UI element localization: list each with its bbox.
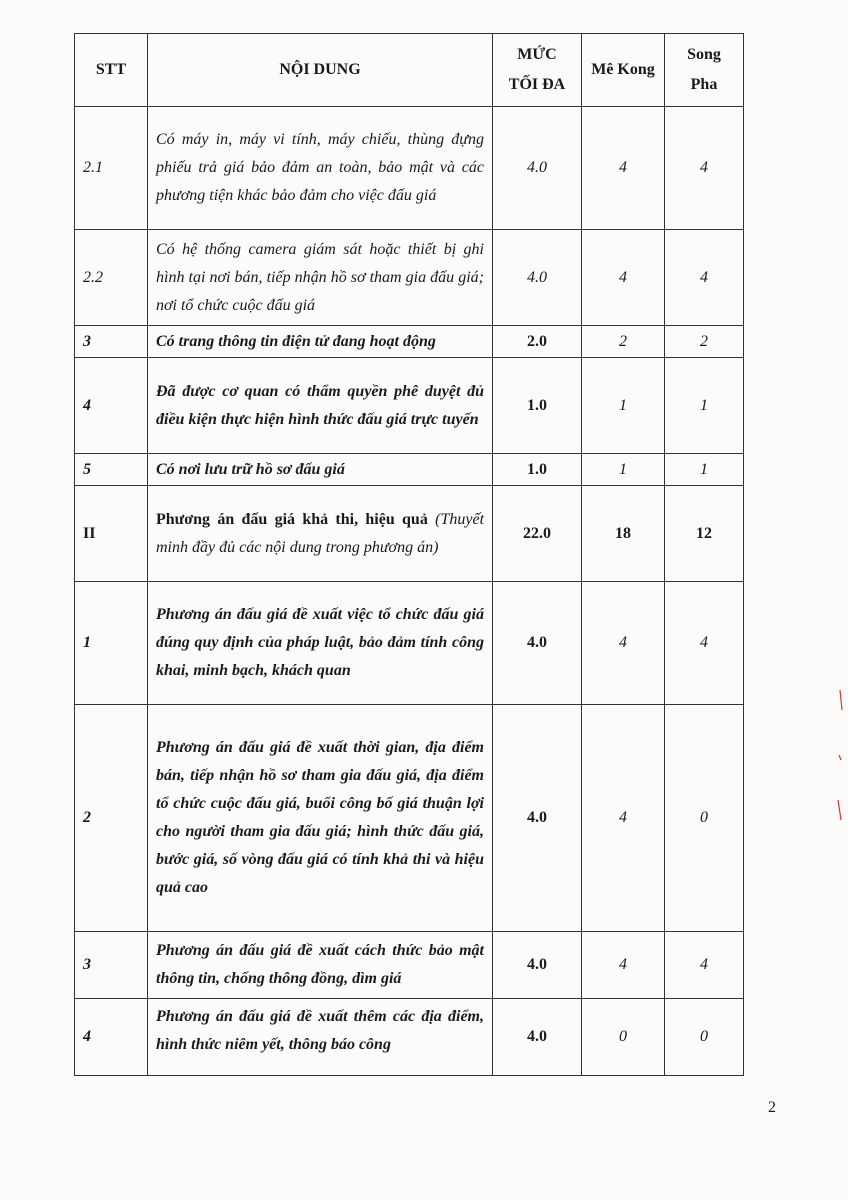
table-row bbox=[75, 932, 744, 999]
row-mekong-score: 4 bbox=[582, 705, 665, 932]
table-row bbox=[75, 582, 744, 705]
row-songpha-score: 12 bbox=[665, 486, 744, 582]
table-row bbox=[75, 230, 744, 326]
row-content: Phương án đấu giá đề xuất thêm các địa điểm, hình thức niêm yết, thông báo công bbox=[148, 999, 493, 1076]
table-row-section bbox=[75, 486, 744, 582]
row-content: Phương án đấu giá đề xuất việc tổ chức đấu giá đúng quy định của pháp luật, bảo đảm tính công khai, minh bạch, khách quan bbox=[148, 582, 493, 705]
header-song-pha: Song Pha bbox=[665, 34, 744, 107]
row-mekong-score: 4 bbox=[582, 932, 665, 999]
scoring-table bbox=[74, 33, 744, 1076]
table-row bbox=[75, 705, 744, 932]
row-stt: 4 bbox=[75, 358, 148, 454]
row-mekong-score: 4 bbox=[582, 230, 665, 326]
row-max-score: 1.0 bbox=[493, 454, 582, 486]
row-max-score: 4.0 bbox=[493, 999, 582, 1076]
stamp-edge-mark bbox=[834, 680, 844, 840]
row-max-score: 4.0 bbox=[493, 107, 582, 230]
header-noi-dung: NỘI DUNG bbox=[148, 34, 493, 107]
section-note: (Thuyết minh đầy đủ các nội dung trong phương án) bbox=[156, 510, 485, 556]
table-row bbox=[75, 999, 744, 1076]
row-stt: 3 bbox=[75, 932, 148, 999]
row-mekong-score: 4 bbox=[582, 582, 665, 705]
table-row bbox=[75, 107, 744, 230]
row-stt: 2.1 bbox=[75, 107, 148, 230]
row-mekong-score: 4 bbox=[582, 107, 665, 230]
row-stt: 3 bbox=[75, 326, 148, 358]
row-songpha-score: 4 bbox=[665, 582, 744, 705]
row-songpha-score: 0 bbox=[665, 705, 744, 932]
header-me-kong: Mê Kong bbox=[582, 34, 665, 107]
row-songpha-score: 1 bbox=[665, 454, 744, 486]
row-content: Phương án đấu giá đề xuất thời gian, địa điểm bán, tiếp nhận hồ sơ tham gia đấu giá, địa điểm tổ chức cuộc đấu giá, buổi công bố giá thuận lợi cho người tham gia đấu giá; hình thức đấu giá, bước giá, số vòng đấu giá có tính khả thi và hiệu quả cao bbox=[148, 705, 493, 932]
row-stt: 5 bbox=[75, 454, 148, 486]
section-title: Phương án đấu giá khả thi, hiệu quả bbox=[156, 510, 428, 528]
row-content: Đã được cơ quan có thẩm quyền phê duyệt đủ điều kiện thực hiện hình thức đấu giá trực tuyến bbox=[148, 358, 493, 454]
row-mekong-score: 1 bbox=[582, 358, 665, 454]
row-content: Phương án đấu giá đề xuất cách thức bảo mật thông tin, chống thông đồng, dìm giá bbox=[148, 932, 493, 999]
page-number: 2 bbox=[768, 1099, 776, 1116]
row-max-score: 4.0 bbox=[493, 582, 582, 705]
row-songpha-score: 2 bbox=[665, 326, 744, 358]
row-max-score: 22.0 bbox=[493, 486, 582, 582]
table-header-row bbox=[75, 34, 744, 107]
row-max-score: 2.0 bbox=[493, 326, 582, 358]
row-mekong-score: 2 bbox=[582, 326, 665, 358]
header-muc-toi-da: MỨC TỐI ĐA bbox=[493, 34, 582, 107]
row-stt: 2.2 bbox=[75, 230, 148, 326]
row-songpha-score: 4 bbox=[665, 107, 744, 230]
row-stt: 4 bbox=[75, 999, 148, 1076]
row-mekong-score: 0 bbox=[582, 999, 665, 1076]
header-stt: STT bbox=[75, 34, 148, 107]
row-max-score: 4.0 bbox=[493, 230, 582, 326]
row-content bbox=[148, 486, 493, 582]
row-stt: 2 bbox=[75, 705, 148, 932]
row-stt: 1 bbox=[75, 582, 148, 705]
row-mekong-score: 1 bbox=[582, 454, 665, 486]
row-content: Có trang thông tin điện tử đang hoạt động bbox=[148, 326, 493, 358]
table-row bbox=[75, 454, 744, 486]
row-songpha-score: 1 bbox=[665, 358, 744, 454]
row-content: Có máy in, máy vi tính, máy chiếu, thùng đựng phiếu trả giá bảo đảm an toàn, bảo mật và các phương tiện khác bảo đảm cho việc đấu giá bbox=[148, 107, 493, 230]
table-row bbox=[75, 326, 744, 358]
row-max-score: 1.0 bbox=[493, 358, 582, 454]
row-content: Có nơi lưu trữ hồ sơ đấu giá bbox=[148, 454, 493, 486]
row-songpha-score: 4 bbox=[665, 932, 744, 999]
row-content: Có hệ thống camera giám sát hoặc thiết bị ghi hình tại nơi bán, tiếp nhận hồ sơ tham gia đấu giá; nơi tổ chức cuộc đấu giá bbox=[148, 230, 493, 326]
table-row bbox=[75, 358, 744, 454]
row-max-score: 4.0 bbox=[493, 705, 582, 932]
row-songpha-score: 4 bbox=[665, 230, 744, 326]
row-stt: II bbox=[75, 486, 148, 582]
row-max-score: 4.0 bbox=[493, 932, 582, 999]
row-mekong-score: 18 bbox=[582, 486, 665, 582]
row-songpha-score: 0 bbox=[665, 999, 744, 1076]
